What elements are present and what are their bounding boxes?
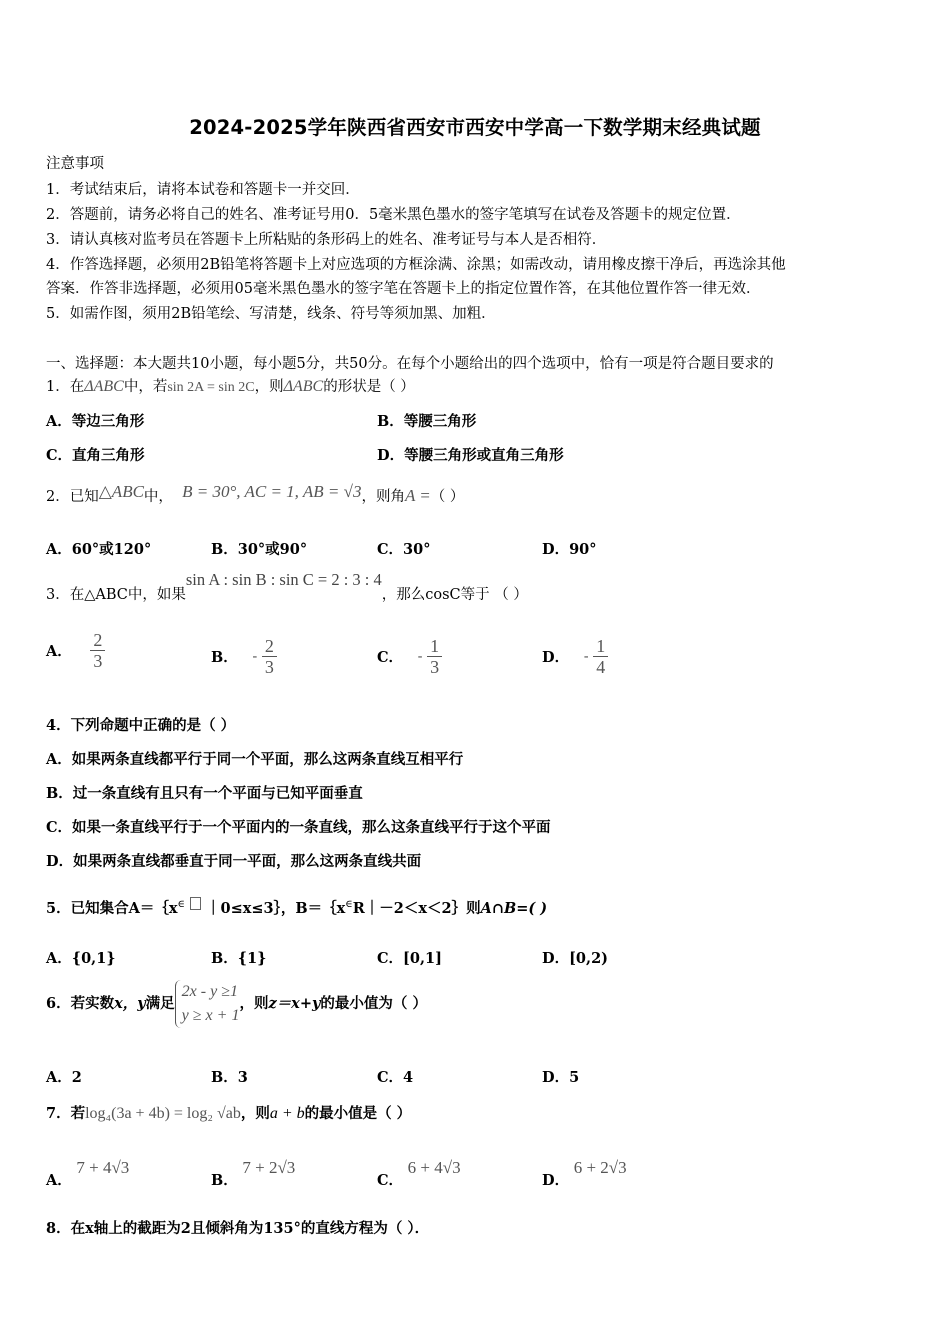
q3-option-a[interactable] [46,630,105,671]
q7-option-b[interactable] [211,1158,295,1190]
q3-option-label: A． [46,643,72,660]
q3-sign: - [252,648,258,665]
q7-option-label: B． [211,1172,238,1189]
q3-sign: - [417,648,423,665]
q2-option-a[interactable]: A．60°或120° [46,541,152,558]
question-7 [46,1102,411,1123]
q3-option-c[interactable] [377,636,442,677]
q6-constraint-2: y ≥ x + 1 [181,1007,240,1024]
q2-mid2: ，则角 [361,489,405,505]
q2-triangle: △ABC [98,482,144,501]
q6-option-a[interactable]: A．2 [46,1069,82,1086]
question-8: 8．在x轴上的截距为2且倾斜角为135°的直线方程为（ ）． [46,1220,430,1237]
q4-option-d[interactable]: D．如果两条直线都垂直于同一平面，那么这两条直线共面 [46,853,422,870]
q6-suffix: 的最小值为（ ） [320,995,427,1012]
q6-constraint-1: 2x - y ≥1 [181,983,238,1000]
q5-suffix: R｜－2＜x＜2｝则 [352,900,481,917]
q1-option-c[interactable]: C．直角三角形 [46,447,145,464]
q5-option-a[interactable]: A．{0,1} [46,950,116,967]
q5-element-of: ∈ [177,899,185,910]
q3-option-label: B． [211,649,238,666]
q6-mid2: ，则 [239,995,269,1012]
q6-mid: 满足 [145,995,175,1012]
section-heading: 一、选择题：本大题共10小题，每小题5分，共50分。在每个小题给出的四个选项中，恰有一项是符合题目要求的 [46,356,774,372]
q1-option-d[interactable]: D．等腰三角形或直角三角形 [377,447,564,464]
q7-option-value: 7 + 2√3 [242,1158,296,1177]
q1-prefix: 1．在 [46,379,85,395]
q2-suffix: （ ） [430,489,465,505]
q7-option-d[interactable] [542,1158,627,1190]
q2-option-d[interactable]: D．90° [542,541,597,558]
q3-numerator: 2 [262,636,277,657]
q3-option-label: C． [377,649,404,666]
q2-option-b[interactable]: B．30°或90° [211,541,308,558]
q6-objective: z＝x+y [268,995,321,1012]
q3-sign: - [583,648,589,665]
question-4: 4．下列命题中正确的是（ ） [46,717,236,734]
q3-denominator: 3 [430,657,440,677]
q2-mid: 中， [143,489,173,505]
q1-suffix: 的形状是（ ） [323,379,415,395]
q2-angle: A = [404,486,431,505]
q7-equation: log₄(3a + 4b) = log₂ √ab [85,1105,241,1122]
question-3 [46,570,528,604]
q4-option-b[interactable]: B．过一条直线有且只有一个平面与已知平面垂直 [46,785,363,802]
q1-triangle: ΔABC [84,378,124,395]
q7-option-value: 7 + 4√3 [76,1158,130,1177]
q3-denominator: 4 [596,657,606,677]
notice-item: 5．如需作图，须用2B铅笔绘、写清楚，线条、符号等须加黑、加粗． [46,306,496,322]
q6-option-c[interactable]: C．4 [377,1069,414,1086]
q3-numerator: 1 [427,636,442,657]
q3-option-b[interactable] [211,636,277,677]
notice-heading: 注意事项 [46,156,104,172]
q7-expression: a + b [269,1105,305,1122]
q1-mid: 中，若 [123,379,168,395]
q7-suffix: 的最小值是（ ） [304,1105,412,1122]
q5-option-c[interactable]: C．[0,1] [377,950,442,967]
q3-fraction [262,636,277,677]
q1-mid2: ，则 [254,379,284,395]
q6-constraint-system [175,980,240,1028]
q2-prefix: 2．已知 [46,489,99,505]
q7-prefix: 7．若 [46,1105,86,1122]
notice-item: 1．考试结束后，请将本试卷和答题卡一并交回． [46,182,360,198]
q3-fraction [90,630,105,671]
q6-prefix: 6．若实数 [46,995,115,1012]
q6-option-d[interactable]: D．5 [542,1069,580,1086]
q5-mid: ｜0≤x≤3｝，B＝｛x [206,900,346,917]
q7-mid: ，则 [240,1105,270,1122]
q5-option-b[interactable]: B．{1} [211,950,267,967]
q3-fraction [427,636,442,677]
q4-option-c[interactable]: C．如果一条直线平行于一个平面内的一条直线，那么这条直线平行于这个平面 [46,819,551,836]
q7-option-value: 6 + 2√3 [573,1158,627,1177]
q6-variables: x，y [114,995,146,1012]
q5-option-d[interactable]: D．[0,2) [542,950,609,967]
question-2 [46,482,464,506]
q7-option-c[interactable] [377,1158,461,1190]
q1-triangle-2: ΔABC [283,378,324,395]
q5-prefix: 5．已知集合A＝｛x [46,900,178,917]
q3-option-d[interactable] [542,636,608,677]
missing-glyph-icon [190,897,201,910]
q4-option-a[interactable]: A．如果两条直线都平行于同一个平面，那么这两条直线互相平行 [46,751,464,768]
notice-item: 4．作答选择题，必须用2B铅笔将答题卡上对应选项的方框涂满、涂黑；如需改动，请用橡皮擦干净后，再选涂其他 [46,257,786,273]
q7-option-label: C． [377,1172,404,1189]
q3-denominator: 3 [264,657,274,677]
question-1 [46,375,415,396]
q7-option-label: A． [46,1172,72,1189]
q3-ratio: sin A : sin B : sin C = 2 : 3 : 4 [185,570,382,589]
notice-item: 答案．作答非选择题，必须用05毫米黑色墨水的签字笔在答题卡上的指定位置作答，在其他位置作答一律无效． [46,281,761,297]
q3-suffix: ，那么cosC等于 （ ） [381,587,528,603]
q3-numerator: 2 [90,630,105,651]
q2-option-c[interactable]: C．30° [377,541,431,558]
notice-item: 3．请认真核对监考员在答题卡上所粘贴的条形码上的姓名、准考证号与本人是否相符． [46,232,607,248]
q5-expression: A∩B=( ) [480,900,548,917]
q6-option-b[interactable]: B．3 [211,1069,248,1086]
q1-condition: sin 2A = sin 2C [167,380,255,395]
q7-option-label: D． [542,1172,570,1189]
page-title: 2024-2025学年陕西省西安市西安中学高一下数学期末经典试题 [189,116,761,139]
q3-prefix: 3．在△ABC中，如果 [46,587,186,603]
question-5 [46,897,547,918]
q3-numerator: 1 [593,636,608,657]
q7-option-value: 6 + 4√3 [407,1158,461,1177]
question-6 [46,980,427,1028]
q3-fraction [593,636,608,677]
q3-denominator: 3 [93,651,103,671]
q1-option-a[interactable]: A．等边三角形 [46,413,145,430]
q5-element-of-2: ∈ [345,899,353,910]
q2-givens: B = 30°, AC = 1, AB = √3 [182,482,362,501]
q1-option-b[interactable]: B．等腰三角形 [377,413,477,430]
q7-option-a[interactable] [46,1158,129,1190]
q3-option-label: D． [542,649,570,666]
notice-item: 2．答题前，请务必将自己的姓名、准考证号用0．5毫米黑色墨水的签字笔填写在试卷及答题卡的规定位置． [46,207,741,223]
